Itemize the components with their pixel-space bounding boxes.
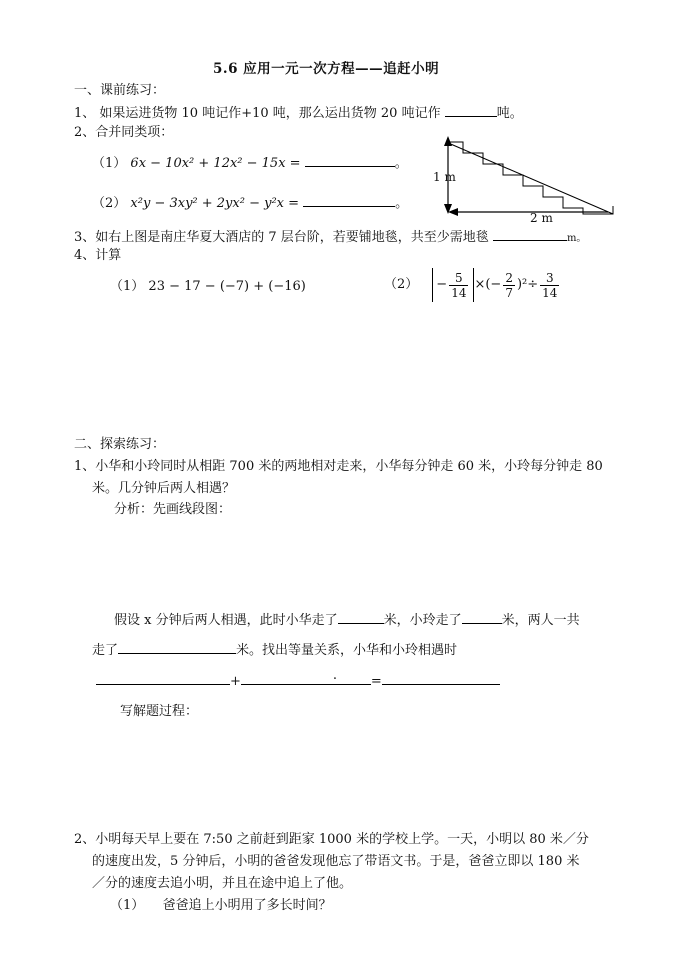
q3-text: 3、如右上图是南庄华夏大酒店的 7 层台阶，若要铺地毯，共至少需地毯 (74, 230, 489, 245)
equation-dot: . (332, 668, 338, 683)
s2-q2-line1: 2、小明每天早上要在 7:50 之前赶到距家 1000 米的学校上学。一天，小明以 80 米／分 (74, 832, 589, 847)
s2-q1-line1: 1、小华和小玲同时从相距 700 米的两地相对走来，小华每分钟走 60 米，小玲每分钟走 80 (74, 459, 603, 474)
q4-part2-label: （2） (384, 277, 419, 292)
q4-minus: − (436, 277, 448, 292)
q2-part2-label: （2） (92, 196, 127, 211)
q3-suffix: m。 (566, 233, 587, 244)
q4-part2 (384, 268, 561, 302)
q4-heading: 4、计算 (74, 248, 122, 263)
q4-fraction-1 (449, 271, 468, 300)
q2-part2 (92, 193, 408, 213)
q4-fraction-3 (540, 271, 559, 300)
q4-fraction-3-num: 3 (540, 271, 559, 286)
q4-fraction-1-den: 14 (451, 285, 467, 300)
s2-q2-sub1-label: （1） (110, 898, 145, 913)
q1-text: 1、 如果运进货物 10 吨记作+10 吨，那么运出货物 20 吨记作 (74, 106, 441, 121)
q4-times: ×(− (474, 277, 502, 292)
equation-blank-2[interactable] (241, 671, 331, 685)
xiaohua-distance-blank[interactable] (338, 610, 384, 624)
q1-suffix: 吨。 (496, 106, 523, 121)
q1-answer-blank[interactable] (445, 103, 497, 117)
q2-heading: 2、合并同类项： (74, 125, 174, 140)
q4-part1-expression: 23 − 17 − (−7) + (−16) (148, 279, 306, 294)
equation-line (96, 668, 500, 691)
s2-q1-walked-a: 走了 (92, 643, 119, 658)
q2-part1-end: 。 (394, 156, 408, 171)
q3-answer-blank[interactable] (493, 227, 567, 241)
q4-part1 (110, 278, 306, 296)
q4-part1-label: （1） (110, 279, 145, 294)
s2-q2-sub1 (110, 897, 332, 915)
q4-fraction-2-num: 2 (505, 270, 513, 285)
q2-part2-expression: x²y − 3xy² + 2yx² − y²x = (130, 196, 300, 211)
s2-q1-process: 写解题过程： (120, 704, 199, 719)
s2-q1-assume (114, 610, 580, 630)
section1-heading: 一、课前练习： (74, 83, 166, 98)
s2-q1-walked (92, 640, 457, 660)
q2-part2-blank[interactable] (303, 193, 395, 207)
s2-q1-assume-b: 米，小玲走了 (383, 613, 462, 628)
height-label: 1 m (433, 170, 456, 184)
page-title: 5.6 应用一元一次方程——追赶小明 (213, 61, 440, 77)
q4-fraction-3-den: 14 (542, 285, 558, 300)
s2-q1-assume-c: 米，两人一共 (501, 613, 580, 628)
s2-q1-walked-b: 米。找出等量关系，小华和小玲相遇时 (236, 643, 458, 658)
q2-part1 (92, 153, 408, 173)
q4-fraction-1-num: 5 (449, 271, 468, 286)
s2-q1-line2: 米。几分钟后两人相遇？ (92, 481, 236, 496)
section2-heading: 二、探索练习： (74, 437, 166, 452)
q4-fraction-2 (503, 271, 515, 300)
q4-absolute-value (432, 268, 474, 302)
q2-part1-label: （1） (92, 156, 127, 171)
s2-q2-line2: 的速度出发，5 分钟后，小明的爸爸发现他忘了带语文书。于是，爸爸立即以 180 米 (92, 854, 580, 869)
s2-q1-assume-a: 假设 x 分钟后两人相遇，此时小华走了 (114, 613, 338, 628)
q4-fraction-2-den: 7 (505, 285, 513, 300)
equation-blank-3[interactable] (382, 671, 500, 685)
q2-part1-expression: 6x − 10x² + 12x² − 15x = (130, 156, 301, 171)
s2-q2-line3: ／分的速度去追小明，并且在途中追上了他。 (92, 876, 353, 891)
s2-q2-sub1-text: 爸爸追上小明用了多长时间？ (162, 898, 332, 913)
q1-line (74, 103, 523, 123)
s2-q1-analysis: 分析：先画线段图： (114, 502, 232, 517)
xiaoling-distance-blank[interactable] (462, 610, 502, 624)
equation-plus: + (230, 674, 241, 689)
equation-blank-2b[interactable] (331, 668, 371, 685)
height-arrow-up-icon (444, 136, 452, 146)
q4-close: )²÷ (516, 277, 539, 292)
width-label: 2 m (530, 211, 553, 225)
equation-equals: = (370, 674, 382, 689)
equation-blank-1[interactable] (96, 671, 230, 685)
q3-line (74, 227, 586, 248)
stairs-figure (428, 130, 623, 225)
q2-part2-end: 。 (395, 196, 409, 211)
total-distance-blank[interactable] (118, 640, 236, 654)
q2-part1-blank[interactable] (305, 153, 395, 167)
stairs-slope-line (446, 142, 613, 214)
